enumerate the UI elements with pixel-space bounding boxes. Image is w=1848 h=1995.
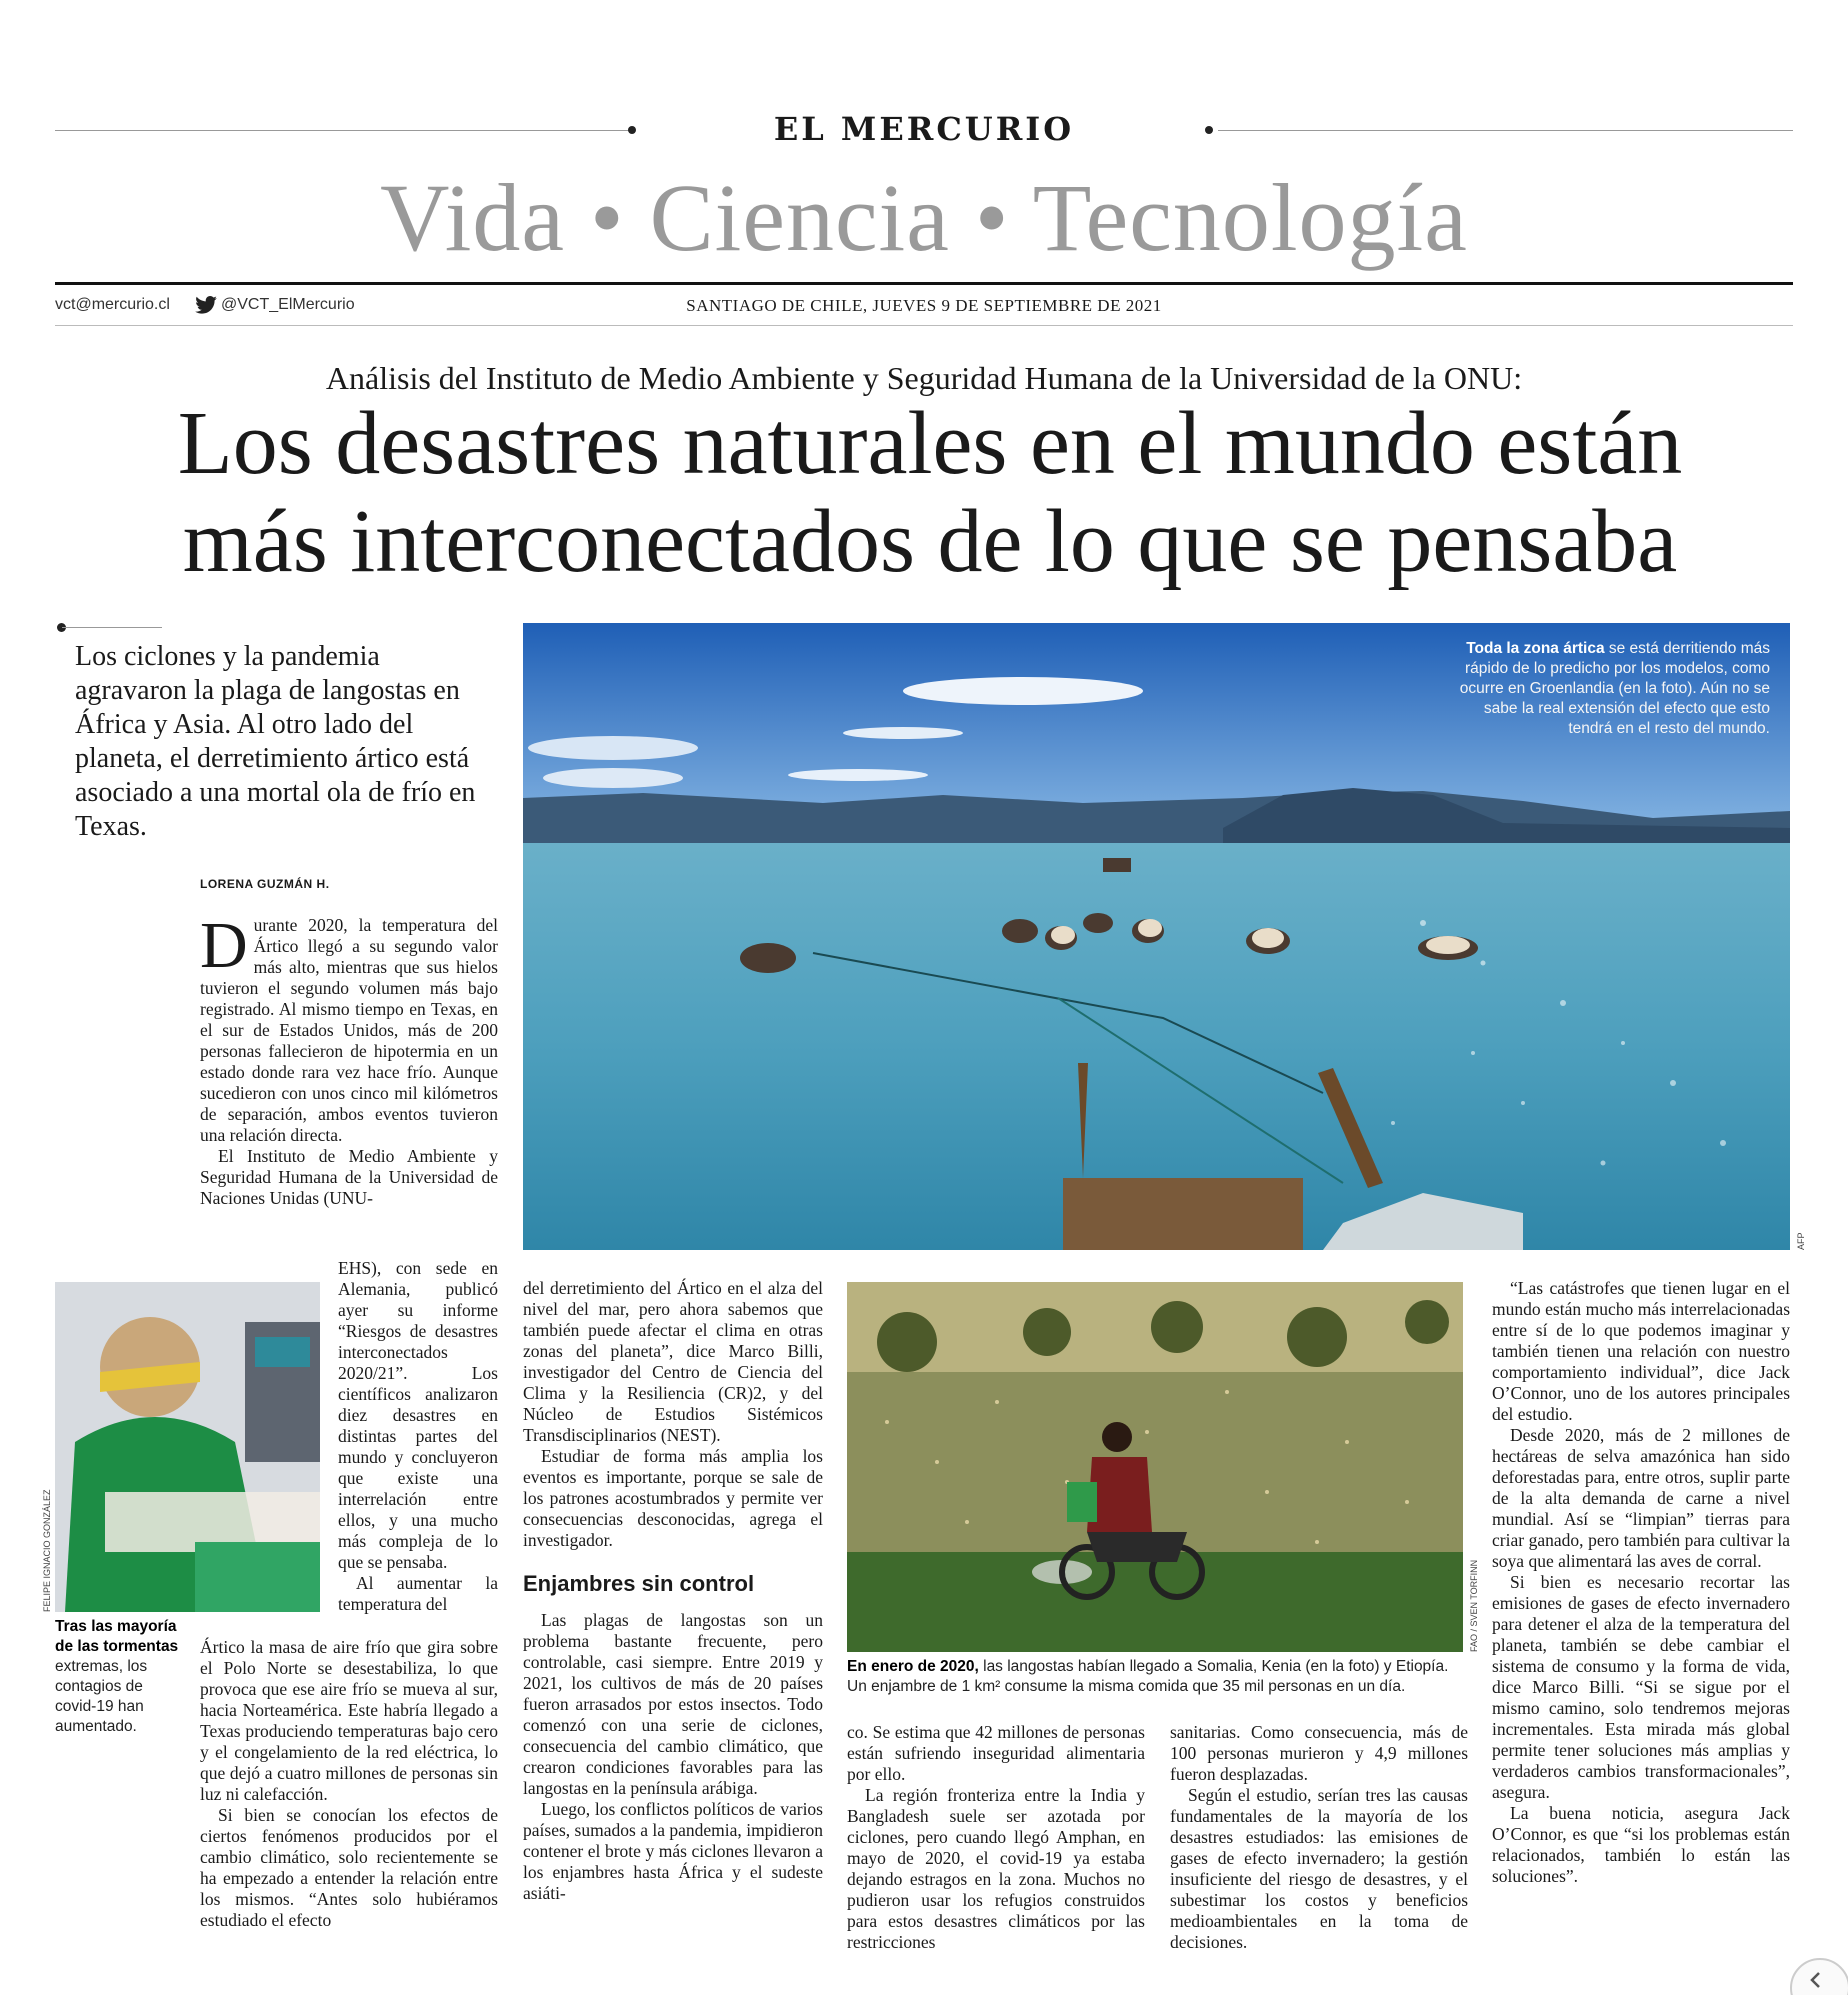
- drop-cap: D: [200, 909, 248, 982]
- col1-paragraph-4: Si bien se conocían los efectos de ciertos fenómenos producidos por el cambio climático, solo recientemente se ha empezado a entender la relación entre los mismos. “Antes solo hubiéramos estudiado el efecto: [200, 1805, 498, 1930]
- chevron-left-icon: [1806, 1970, 1826, 1990]
- locust-photo-credit: FAO / SVEN TORFINN: [1469, 1559, 1479, 1652]
- back-nav-button[interactable]: [1790, 1958, 1848, 1995]
- col4-paragraph-1: sanitarias. Como consecuencia, más de 100 personas murieron y 4,9 millones fueron desplazadas.: [1170, 1722, 1468, 1784]
- arctic-caption-text: se está derritiendo más rápido de lo predicho por los modelos, como ocurre en Groenlandia (en la foto). Aún no se sabe la real extensión del efecto que esto tendrá en el resto del mundo.: [1459, 640, 1770, 737]
- article-column-5: [1492, 1278, 1790, 1887]
- col5-paragraph-3: Si bien es necesario recortar las emisiones de gases de efecto invernadero para detener el alza de la temperatura del planeta, también se debe cambiar el sistema de consumo y la forma de vida, dice Marco Billi. “Si se sigue por el mismo camino, solo tendremos mejoras incrementales. Esta mirada más global permite tener soluciones más amplias y verdaderos cambios transformacionales”, asegura.: [1492, 1572, 1790, 1802]
- masthead-bottom-rule: [55, 282, 1793, 285]
- lead-rule: [62, 627, 162, 628]
- covid-caption-text: extremas, los contagios de covid-19 han aumentado.: [55, 1658, 148, 1735]
- col5-paragraph-2: Desde 2020, más de 2 millones de hectáreas de selva amazónica han sido deforestadas para, entre otros, suplir parte de la alta demanda de carne a nivel mundial. Así se “limpian” tierras para criar ganado, pero también para cultivar la soya que alimentará las aves de corral.: [1492, 1425, 1790, 1571]
- locust-photo-caption: [847, 1657, 1467, 1697]
- col2-paragraph-4: Luego, los conflictos políticos de varios países, sumados a la pandemia, impidieron contener el brote y más ciclones llevaron a los enjambres hasta África y el sudeste asiáti-: [523, 1799, 823, 1903]
- section-subhead: Enjambres sin control: [523, 1571, 755, 1596]
- dateline-rule: [55, 325, 1793, 326]
- col2-paragraph-3: Las plagas de langostas son un problema bastante frecuente, pero controlable, casi siempre. Entre 2019 y 2021, los cultivos de más de 20 países fueron arrasados por estos insectos. Todo comenzó con una serie de ciclones, consecuencia del cambio climático, que crearon condiciones favorables para las langostas en la península arábiga.: [523, 1610, 823, 1798]
- col1-paragraph-3: Ártico la masa de aire frío que gira sobre el Polo Norte se desestabiliza, lo que provoca que ese aire frío se mueva al sur, hacia Norteamérica. Este habría llegado a Texas produciendo temperaturas bajo cero y el congelamiento de la red eléctrica, lo que dejó a cuatro millones de personas sin luz ni calefacción.: [200, 1637, 498, 1804]
- locust-photo-image: [847, 1282, 1463, 1652]
- author-byline: LORENA GUZMÁN H.: [200, 877, 330, 891]
- article-column-1-narrow: [338, 1258, 498, 1615]
- col1-paragraph-1: urante 2020, la temperatura del Ártico llegó a su segundo valor más alto, mientras que sus hielos tuvieron el segundo volumen más bajo registrado. Al mismo tiempo en Texas, en el sur de Estados Unidos, más de 200 personas fallecieron de hipotermia en un estado donde rara vez hace frío. Aunque sucedieron con unos cinco mil kilómetros de separación, ambos eventos tuvieron una relación directa.: [200, 915, 498, 1145]
- locust-photo: [847, 1282, 1463, 1652]
- arctic-photo-caption: [1440, 639, 1770, 739]
- article-headline: [80, 395, 1780, 591]
- locust-caption-lead: En enero de 2020,: [847, 1658, 979, 1675]
- covid-photo-caption: [55, 1617, 185, 1737]
- headline-line-1: Los desastres naturales en el mundo están: [177, 394, 1683, 493]
- article-lead: Los ciclones y la pandemia agravaron la plaga de langostas en África y Asia. Al otro lado del planeta, el derretimiento ártico está asociado a una mortal ola de frío en Texas.: [75, 641, 476, 842]
- article-column-2: [523, 1278, 823, 1904]
- col2-paragraph-1: del derretimiento del Ártico en el alza del nivel del mar, pero ahora sabemos que también puede afectar el clima en otras zonas del planeta”, dice Marco Billi, investigador del Centro de Ciencia del Clima y la Resiliencia (CR)2, y del Núcleo de Estudios Sistémicos Transdisciplinarios (NEST).: [523, 1278, 823, 1445]
- covid-caption-lead: Tras las mayoría de las tormentas: [55, 1618, 179, 1655]
- email-contact[interactable]: vct@mercurio.cl: [55, 296, 170, 313]
- arctic-caption-lead: Toda la zona ártica: [1466, 640, 1605, 657]
- col5-paragraph-4: La buena noticia, asegura Jack O’Connor, es que “si los problemas están relacionados, también lo están las soluciones”.: [1492, 1803, 1790, 1886]
- article-column-1-top: [200, 909, 498, 1209]
- col4-paragraph-2: Según el estudio, serían tres las causas fundamentales de la mayoría de los desastres estudiados: las emisiones de gases de efecto invernadero; la gestión insuficiente del riesgo de desastres, y el subestimar los costos y beneficios medioambientales en la toma de decisiones.: [1170, 1785, 1468, 1952]
- col5-paragraph-1: “Las catástrofes que tienen lugar en el mundo están mucho más interrelacionadas entre sí de lo que podemos imaginar y también tienen una relación con nuestro comportamiento individual”, dice Jack O’Connor, uno de los autores principales del estudio.: [1492, 1278, 1790, 1424]
- section-title: Vida • Ciencia • Tecnología: [380, 164, 1468, 271]
- article-column-4: [1170, 1722, 1468, 1953]
- brand-name: EL MERCURIO: [773, 110, 1075, 148]
- locust-caption-text: las langostas habían llegado a Somalia, Kenia (en la foto) y Etiopía. Un enjambre de 1 km² consume la misma comida que 35 mil personas en un día.: [847, 1658, 1449, 1695]
- col1-narrow-paragraph: EHS), con sede en Alemania, publicó ayer su informe “Riesgos de desastres interconectados 2020/21”. Los científicos analizaron diez desastres en distintas partes del mundo y concluyeron que existe una interrelación entre ellos, y una mucho más compleja de lo que se pensaba.: [338, 1258, 498, 1572]
- dateline: SANTIAGO DE CHILE, JUEVES 9 DE SEPTIEMBRE DE 2021: [686, 296, 1162, 315]
- col3-paragraph-2: La región fronteriza entre la India y Bangladesh suele ser azotada por ciclones, pero cuando llegó Amphan, en mayo de 2020, el covid-19 ya estaba dejando estragos en la zona. Muchos no pudieron usar los refugios construidos para estos desastres climáticos por las restricciones: [847, 1785, 1145, 1952]
- covid-photo: [55, 1282, 320, 1612]
- col1-narrow-paragraph-2: Al aumentar la temperatura del: [338, 1573, 498, 1614]
- headline-line-2: más interconectados de lo que se pensaba: [182, 492, 1678, 591]
- arctic-photo-credit: AFP: [1796, 1232, 1806, 1250]
- article-column-1-bottom: [200, 1637, 498, 1931]
- article-column-3: [847, 1722, 1145, 1953]
- covid-photo-image: [55, 1282, 320, 1612]
- twitter-handle-text: @VCT_ElMercurio: [221, 296, 355, 313]
- col1-paragraph-2: El Instituto de Medio Ambiente y Seguridad Humana de la Universidad de Naciones Unidas (UNU-: [200, 1146, 498, 1208]
- arctic-photo: [523, 623, 1790, 1250]
- col3-paragraph-1: co. Se estima que 42 millones de personas están sufriendo inseguridad alimentaria por ello.: [847, 1722, 1145, 1784]
- col2-paragraph-2: Estudiar de forma más amplia los eventos es importante, porque se sale de los patrones acostumbrados y permite ver consecuencias desconocidas, agrega el investigador.: [523, 1446, 823, 1550]
- article-kicker: Análisis del Instituto de Medio Ambiente y Seguridad Humana de la Universidad de la ONU:: [325, 360, 1523, 396]
- covid-photo-credit: FELIPE IGNACIO GONZÁLEZ: [42, 1489, 52, 1612]
